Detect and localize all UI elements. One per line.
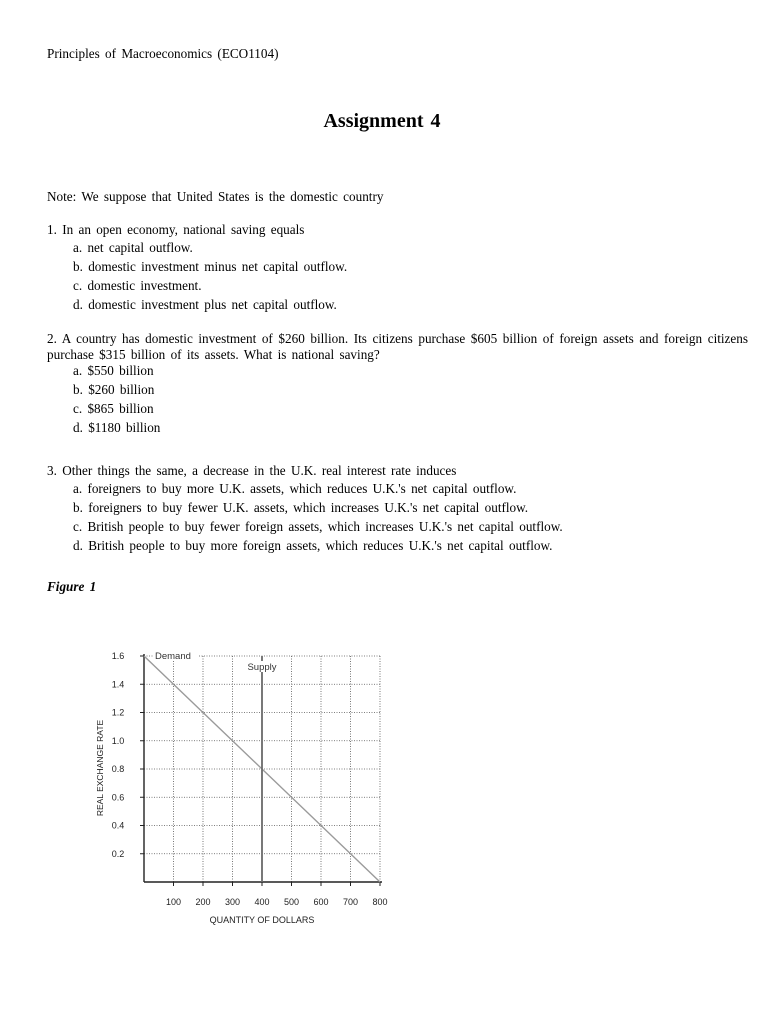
y-tick-label: 1.2 xyxy=(111,707,125,718)
question-2-option-b: b. $260 billion xyxy=(73,382,155,397)
y-tick-label: 0.4 xyxy=(111,820,125,831)
x-tick-label: 200 xyxy=(195,897,211,907)
y-tick-label: 1.0 xyxy=(111,735,125,746)
x-tick-label: 500 xyxy=(283,897,300,907)
question-2-stem-line1: 2. A country has domestic investment of $260 billion. Its citizens purchase $605 billion of foreign assets and foreign citizens xyxy=(47,331,748,346)
question-2-option-d: d. $1180 billion xyxy=(73,420,161,435)
x-tick-label: 400 xyxy=(254,897,270,907)
y-axis-title: REAL EXCHANGE RATE xyxy=(95,719,105,817)
question-3-option-c: c. British people to buy fewer foreign assets, which increases U.K.'s net capital outflow. xyxy=(73,519,563,534)
question-1-option-b: b. domestic investment minus net capital outflow. xyxy=(73,259,348,274)
y-tick-label: 1.4 xyxy=(111,679,125,690)
x-tick-label: 300 xyxy=(224,897,241,907)
y-tick-label: 0.8 xyxy=(111,764,125,774)
y-tick-label: 1.6 xyxy=(111,651,125,661)
question-1-option-d: d. domestic investment plus net capital outflow. xyxy=(73,297,337,312)
question-3-option-a: a. foreigners to buy more U.K. assets, which reduces U.K.'s net capital outflow. xyxy=(73,481,517,496)
question-2-option-c: c. $865 billion xyxy=(73,401,154,416)
question-1-stem: 1. In an open economy, national saving equals xyxy=(47,222,305,237)
assignment-title-text: Assignment 4 xyxy=(323,110,441,132)
x-tick-label: 700 xyxy=(342,897,359,907)
x-tick-label: 100 xyxy=(165,897,182,907)
question-2-stem-line2: purchase $315 billion of its assets. What is national saving? xyxy=(47,347,380,362)
question-1-option-a: a. net capital outflow. xyxy=(73,240,193,255)
question-1-option-c: c. domestic investment. xyxy=(73,278,202,293)
x-tick-label: 800 xyxy=(372,897,388,907)
note-text: Note: We suppose that United States is the domestic country xyxy=(47,189,384,204)
figure-label: Figure 1 xyxy=(47,579,97,594)
course-header: Principles of Macroeconomics (ECO1104) xyxy=(47,46,279,61)
question-2-option-a: a. $550 billion xyxy=(73,363,154,378)
question-3-option-d: d. British people to buy more foreign assets, which reduces U.K.'s net capital outflow. xyxy=(73,538,553,553)
question-3-option-b: b. foreigners to buy fewer U.K. assets, which increases U.K.'s net capital outflow. xyxy=(73,500,529,515)
y-tick-label: 0.2 xyxy=(111,848,125,859)
series-label-supply: Supply xyxy=(247,662,277,673)
x-tick-label: 600 xyxy=(313,897,329,907)
x-axis-title: QUANTITY OF DOLLARS xyxy=(209,915,315,925)
y-tick-label: 0.6 xyxy=(111,792,125,803)
question-3-stem: 3. Other things the same, a decrease in the U.K. real interest rate induces xyxy=(47,463,457,478)
series-label-demand: Demand xyxy=(155,651,191,662)
